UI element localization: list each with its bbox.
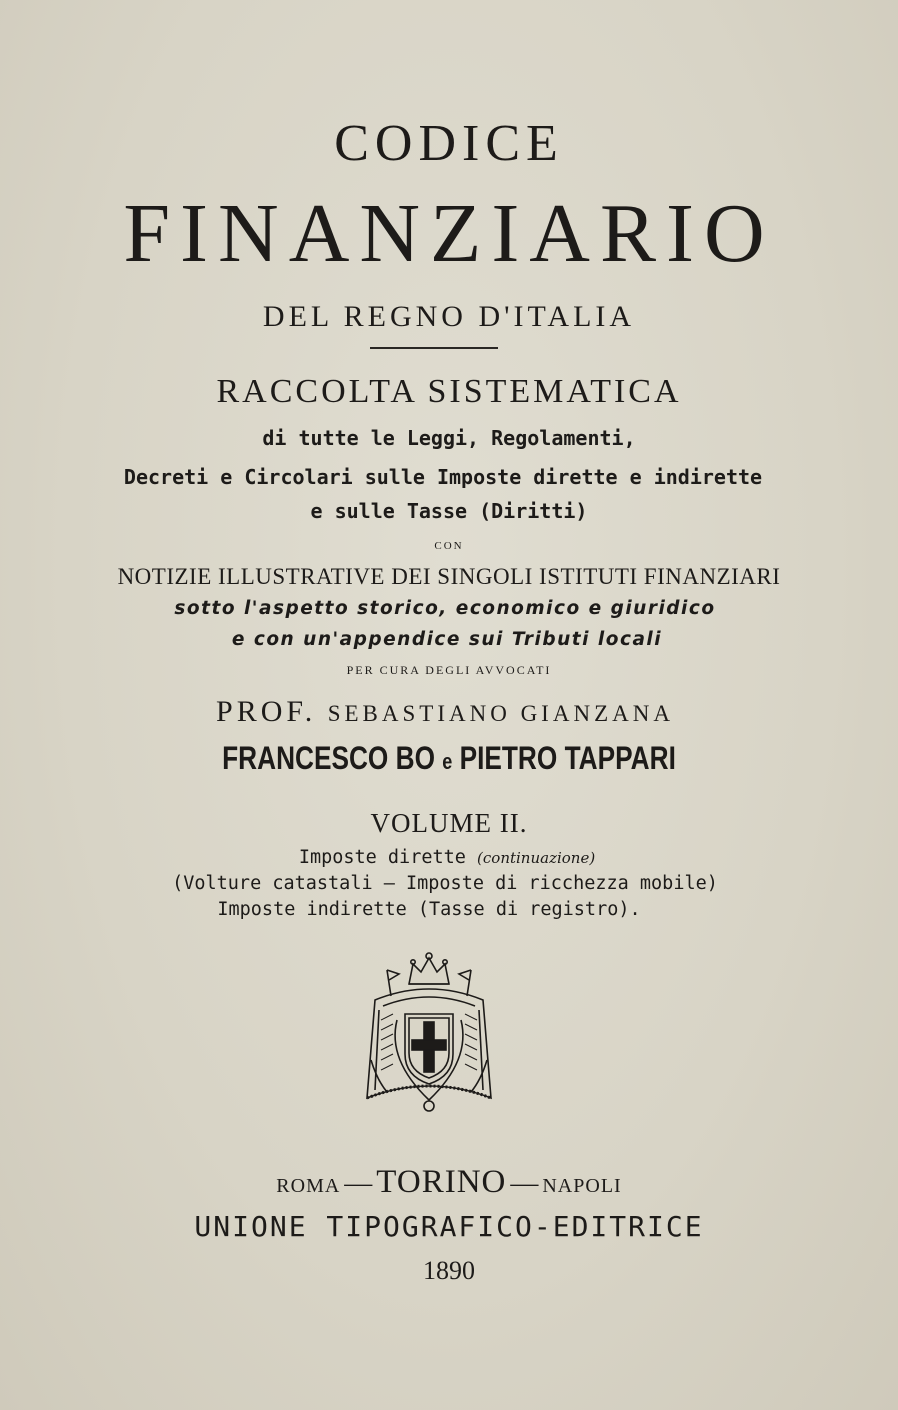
imprint-cities — [0, 1166, 898, 1199]
royal-coat-of-arms-icon — [357, 950, 501, 1120]
title-finanziario: FINANZIARIO — [123, 187, 775, 280]
subtitle-appendice: e con un'appendice sui Tributi locali — [231, 629, 663, 650]
subtitle-line-1: di tutte le Leggi, Regolamenti, — [262, 426, 636, 450]
authors-intro: PER CURA DEGLI AVVOCATI — [346, 663, 552, 677]
imprint-separator-2: — — [510, 1168, 539, 1199]
author-prof — [0, 697, 894, 727]
title-regno: DEL REGNO D'ITALIA — [262, 300, 636, 333]
subtitle-notizie: NOTIZIE ILLUSTRATIVE DEI SINGOLI ISTITUTI FINANZIARI — [117, 564, 781, 589]
imprint-publisher: UNIONE TIPOGRAFICO-EDITRICE — [194, 1210, 704, 1243]
title-codice: CODICE — [334, 115, 564, 172]
author-prof-name: SEBASTIANO GIANZANA — [327, 701, 674, 726]
author-conjunction: e — [442, 749, 453, 774]
volume-label: VOLUME II. — [370, 808, 528, 838]
author-1: FRANCESCO BO — [222, 740, 435, 776]
volume-line-1 — [0, 849, 896, 868]
imprint-city-napoli: NAPOLI — [542, 1175, 622, 1197]
author-prof-prefix: PROF. — [216, 695, 317, 728]
volume-line-1-main: Imposte dirette — [298, 847, 466, 868]
imprint-separator-1: — — [344, 1168, 373, 1199]
imprint-city-torino: TORINO — [376, 1164, 507, 1200]
subtitle-line-3: e sulle Tasse (Diritti) — [310, 499, 588, 523]
subtitle-sotto: sotto l'aspetto storico, economico e giuridico — [174, 598, 716, 619]
author-2: PIETRO TAPPARI — [459, 740, 676, 776]
subtitle-heading: RACCOLTA SISTEMATICA — [216, 373, 682, 410]
subtitle-con: CON — [434, 540, 464, 552]
imprint-year: 1890 — [423, 1256, 475, 1285]
volume-line-2: (Volture catastali – Imposte di ricchezza mobile) — [172, 873, 718, 894]
imprint-city-roma: ROMA — [276, 1175, 341, 1197]
volume-line-3: Imposte indirette (Tasse di registro). — [217, 899, 641, 920]
author-names — [81, 742, 817, 774]
title-divider — [370, 347, 498, 349]
subtitle-line-2: Decreti e Circolari sulle Imposte dirette e indirette — [123, 465, 763, 489]
volume-line-1-italic: (continuazione) — [477, 849, 596, 867]
